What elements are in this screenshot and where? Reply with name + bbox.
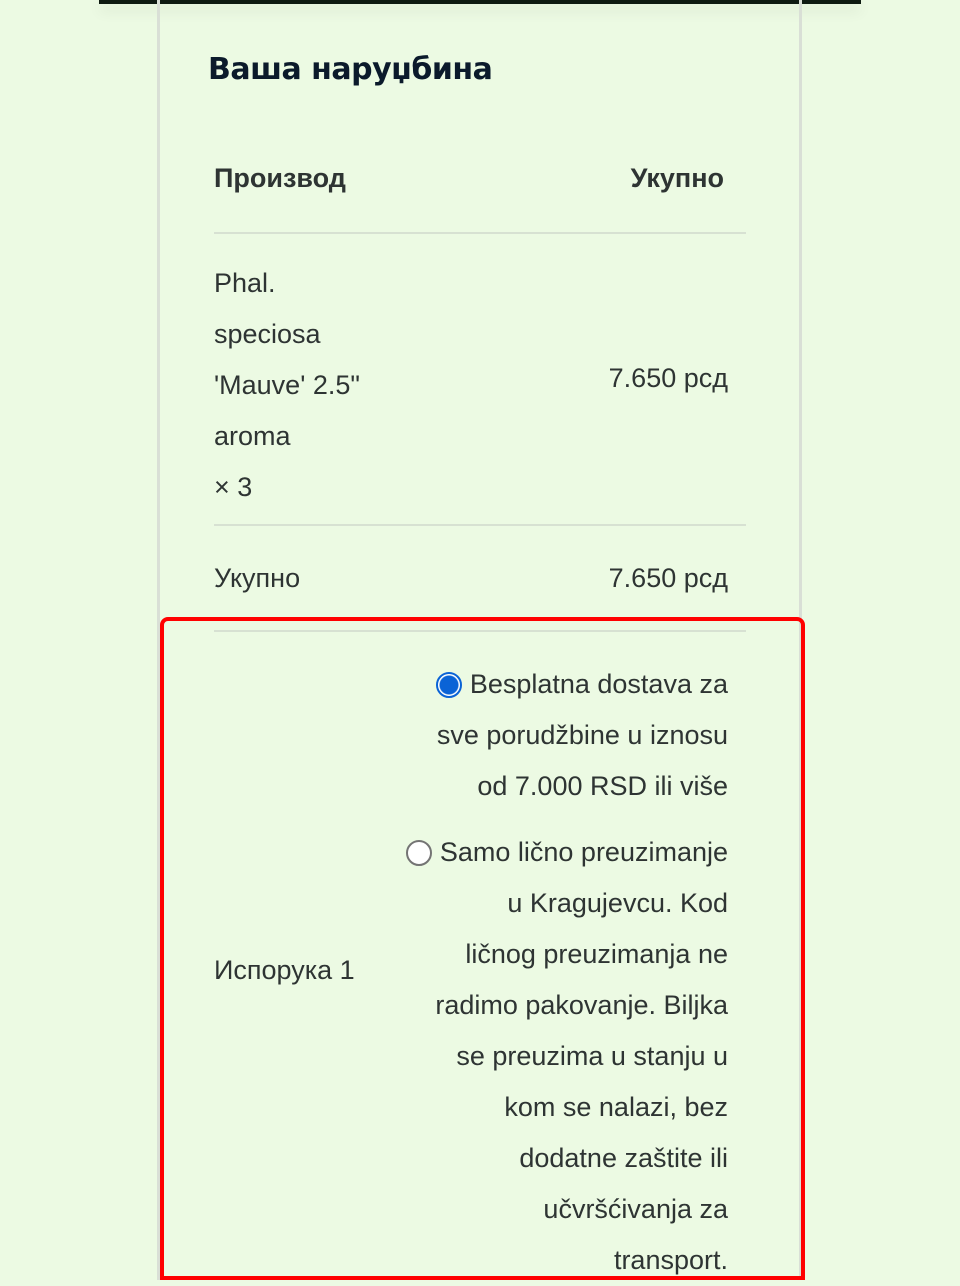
option-line: sve porudžbine u iznosu: [436, 720, 728, 750]
item-divider: [214, 524, 746, 526]
item-price: 7.650 рсд: [608, 363, 728, 393]
radio-unchecked-icon[interactable]: [406, 840, 432, 866]
subtotal-divider: [214, 630, 746, 632]
column-header-total: Укупно: [630, 163, 724, 193]
shipping-options: [388, 659, 728, 1286]
shipping-label: Испорука 1: [214, 955, 355, 985]
option-line: transport.: [613, 1245, 728, 1275]
option-line: radimo pakovanje. Biljka: [435, 990, 728, 1020]
radio-checked-icon[interactable]: [436, 672, 462, 698]
column-header-product: Производ: [214, 163, 346, 193]
order-item-name: [214, 258, 404, 513]
item-name-line: aroma: [214, 421, 291, 451]
option-line: kom se nalazi, bez: [504, 1092, 728, 1122]
option-line: od 7.000 RSD ili više: [477, 771, 728, 801]
option-line: dodatne zaštite ili: [519, 1143, 728, 1173]
option-line: ličnog preuzimanja ne: [465, 939, 728, 969]
header-divider: [214, 232, 746, 234]
option-line: Samo lično preuzimanje: [439, 837, 728, 867]
item-name-line: 'Mauve' 2.5": [214, 370, 360, 400]
option-line: učvršćivanja za: [543, 1194, 728, 1224]
subtotal-label: Укупно: [214, 563, 301, 593]
subtotal-value: 7.650 рсд: [608, 563, 728, 593]
item-name-line: speciosa: [214, 319, 321, 349]
item-quantity: × 3: [214, 472, 253, 502]
order-heading: Ваша наруџбина: [208, 52, 493, 87]
option-line: Besplatna dostava za: [469, 669, 728, 699]
option-line: se preuzima u stanju u: [456, 1041, 728, 1071]
shipping-option-local-pickup[interactable]: [388, 827, 728, 1286]
option-line: u Kragujevcu. Kod: [507, 888, 728, 918]
shipping-option-free-delivery[interactable]: [388, 659, 728, 812]
item-name-line: Phal.: [214, 268, 276, 298]
